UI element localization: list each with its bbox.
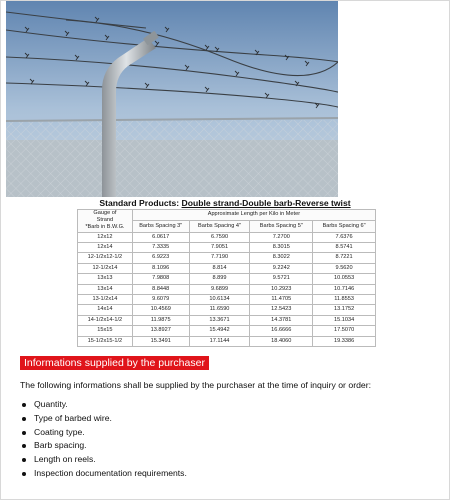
table-row: [78, 336, 376, 346]
gauge-header: [78, 210, 133, 233]
table-row: [78, 253, 376, 263]
length-cell: 7.9051: [189, 243, 250, 253]
bullet-icon: [22, 431, 26, 435]
gauge-header-line: Gauge of: [93, 210, 117, 216]
length-cell: 6.0617: [132, 232, 189, 242]
gauge-header-line: *Barb in B.W.G.: [85, 224, 125, 231]
table-title-underlined: Double strand-Double barb-Reverse twist: [181, 198, 351, 208]
length-cell: 18.4060: [250, 336, 313, 346]
length-cell: 9.2242: [250, 263, 313, 273]
length-cell: 15.4942: [189, 326, 250, 336]
table-title: [0, 198, 450, 208]
length-cell: 14.3781: [250, 315, 313, 325]
bullet-icon: [22, 403, 26, 407]
length-cell: 13.8927: [132, 326, 189, 336]
spacing-header: Barbs Spacing 5": [250, 221, 313, 232]
bullet-icon: [22, 444, 26, 448]
length-cell: 17.5070: [313, 326, 376, 336]
gauge-cell: 12-1/2x12-1/2: [78, 253, 133, 263]
table-row: [78, 232, 376, 242]
length-cell: 8.3015: [250, 243, 313, 253]
table-title-prefix: Standard Products:: [99, 198, 182, 208]
table-row: [78, 315, 376, 325]
length-cell: 11.9875: [132, 315, 189, 325]
gauge-cell: 12x12: [78, 232, 133, 242]
length-cell: 8.899: [189, 274, 250, 284]
length-cell: 10.2923: [250, 284, 313, 294]
length-cell: 10.0553: [313, 274, 376, 284]
bullet-icon: [22, 458, 26, 462]
purchaser-info-intro: The following informations shall be supplied by the purchaser at the time of inquiry or order:: [20, 380, 372, 390]
gauge-cell: 12x14: [78, 243, 133, 253]
list-item-text: Quantity.: [34, 399, 68, 409]
length-cell: 9.5721: [250, 274, 313, 284]
length-cell: 9.5620: [313, 263, 376, 273]
length-cell: 9.6079: [132, 295, 189, 305]
list-item-text: Length on reels.: [34, 454, 96, 465]
bullet-icon: [22, 417, 26, 421]
list-item: [22, 398, 187, 412]
table-row: [78, 305, 376, 315]
length-cell: 15.3491: [132, 336, 189, 346]
length-cell: 16.6666: [250, 326, 313, 336]
length-cell: 10.6134: [189, 295, 250, 305]
gauge-cell: 14-1/2x14-1/2: [78, 315, 133, 325]
length-cell: 8.7221: [313, 253, 376, 263]
gauge-cell: 13-1/2x14: [78, 295, 133, 305]
length-cell: 8.5741: [313, 243, 376, 253]
length-cell: 8.3022: [250, 253, 313, 263]
table-row: [78, 274, 376, 284]
length-cell: 17.1144: [189, 336, 250, 346]
table-row: [78, 326, 376, 336]
approx-length-header: Approximate Length per Kilo in Meter: [132, 210, 375, 221]
length-cell: 8.8448: [132, 284, 189, 294]
gauge-cell: 13x14: [78, 284, 133, 294]
length-cell: 7.2700: [250, 232, 313, 242]
table-row: [78, 284, 376, 294]
purchaser-info-heading: Informations supplied by the purchaser: [20, 356, 209, 370]
gauge-cell: 14x14: [78, 305, 133, 315]
length-cell: 11.6590: [189, 305, 250, 315]
length-cell: 8.814: [189, 263, 250, 273]
list-item: [22, 453, 187, 467]
length-cell: 8.1096: [132, 263, 189, 273]
barbed-wire-spec-table: [77, 209, 376, 347]
list-item-text: Barb spacing.: [34, 440, 87, 451]
length-cell: 13.3671: [189, 315, 250, 325]
gauge-header-line: Strand: [96, 217, 114, 224]
length-cell: 11.4705: [250, 295, 313, 305]
spacing-header: Barbs Spacing 4": [189, 221, 250, 232]
length-cell: 7.6376: [313, 232, 376, 242]
length-cell: 11.8553: [313, 295, 376, 305]
gauge-cell: 15-1/2x15-1/2: [78, 336, 133, 346]
barbed-wire-fence-photo: [6, 0, 338, 197]
purchaser-info-list: [22, 398, 187, 481]
list-item: [22, 426, 187, 440]
table-row: [78, 243, 376, 253]
spacing-header: Barbs Spacing 6": [313, 221, 376, 232]
list-item-text: Inspection documentation requirements.: [34, 467, 187, 478]
length-cell: 19.3386: [313, 336, 376, 346]
length-cell: 13.1752: [313, 305, 376, 315]
list-item: [22, 467, 187, 481]
length-cell: 15.1034: [313, 315, 376, 325]
length-cell: 12.5423: [250, 305, 313, 315]
length-cell: 7.3335: [132, 243, 189, 253]
length-cell: 6.7590: [189, 232, 250, 242]
gauge-cell: 13x13: [78, 274, 133, 284]
gauge-cell: 15x15: [78, 326, 133, 336]
bullet-icon: [22, 472, 26, 476]
table-row: [78, 295, 376, 305]
length-cell: 10.7146: [313, 284, 376, 294]
list-item-text: Coating type.: [34, 426, 85, 437]
list-item: [22, 412, 187, 426]
length-cell: 6.9223: [132, 253, 189, 263]
spacing-header: Barbs Spacing 3": [132, 221, 189, 232]
gauge-cell: 12-1/2x14: [78, 263, 133, 273]
list-item-text: Type of barbed wire.: [34, 412, 112, 423]
table-row: [78, 263, 376, 273]
list-item: [22, 439, 187, 453]
spec-table-body: [78, 232, 376, 346]
length-cell: 7.7190: [189, 253, 250, 263]
length-cell: 7.9808: [132, 274, 189, 284]
length-cell: 9.6899: [189, 284, 250, 294]
length-cell: 10.4569: [132, 305, 189, 315]
